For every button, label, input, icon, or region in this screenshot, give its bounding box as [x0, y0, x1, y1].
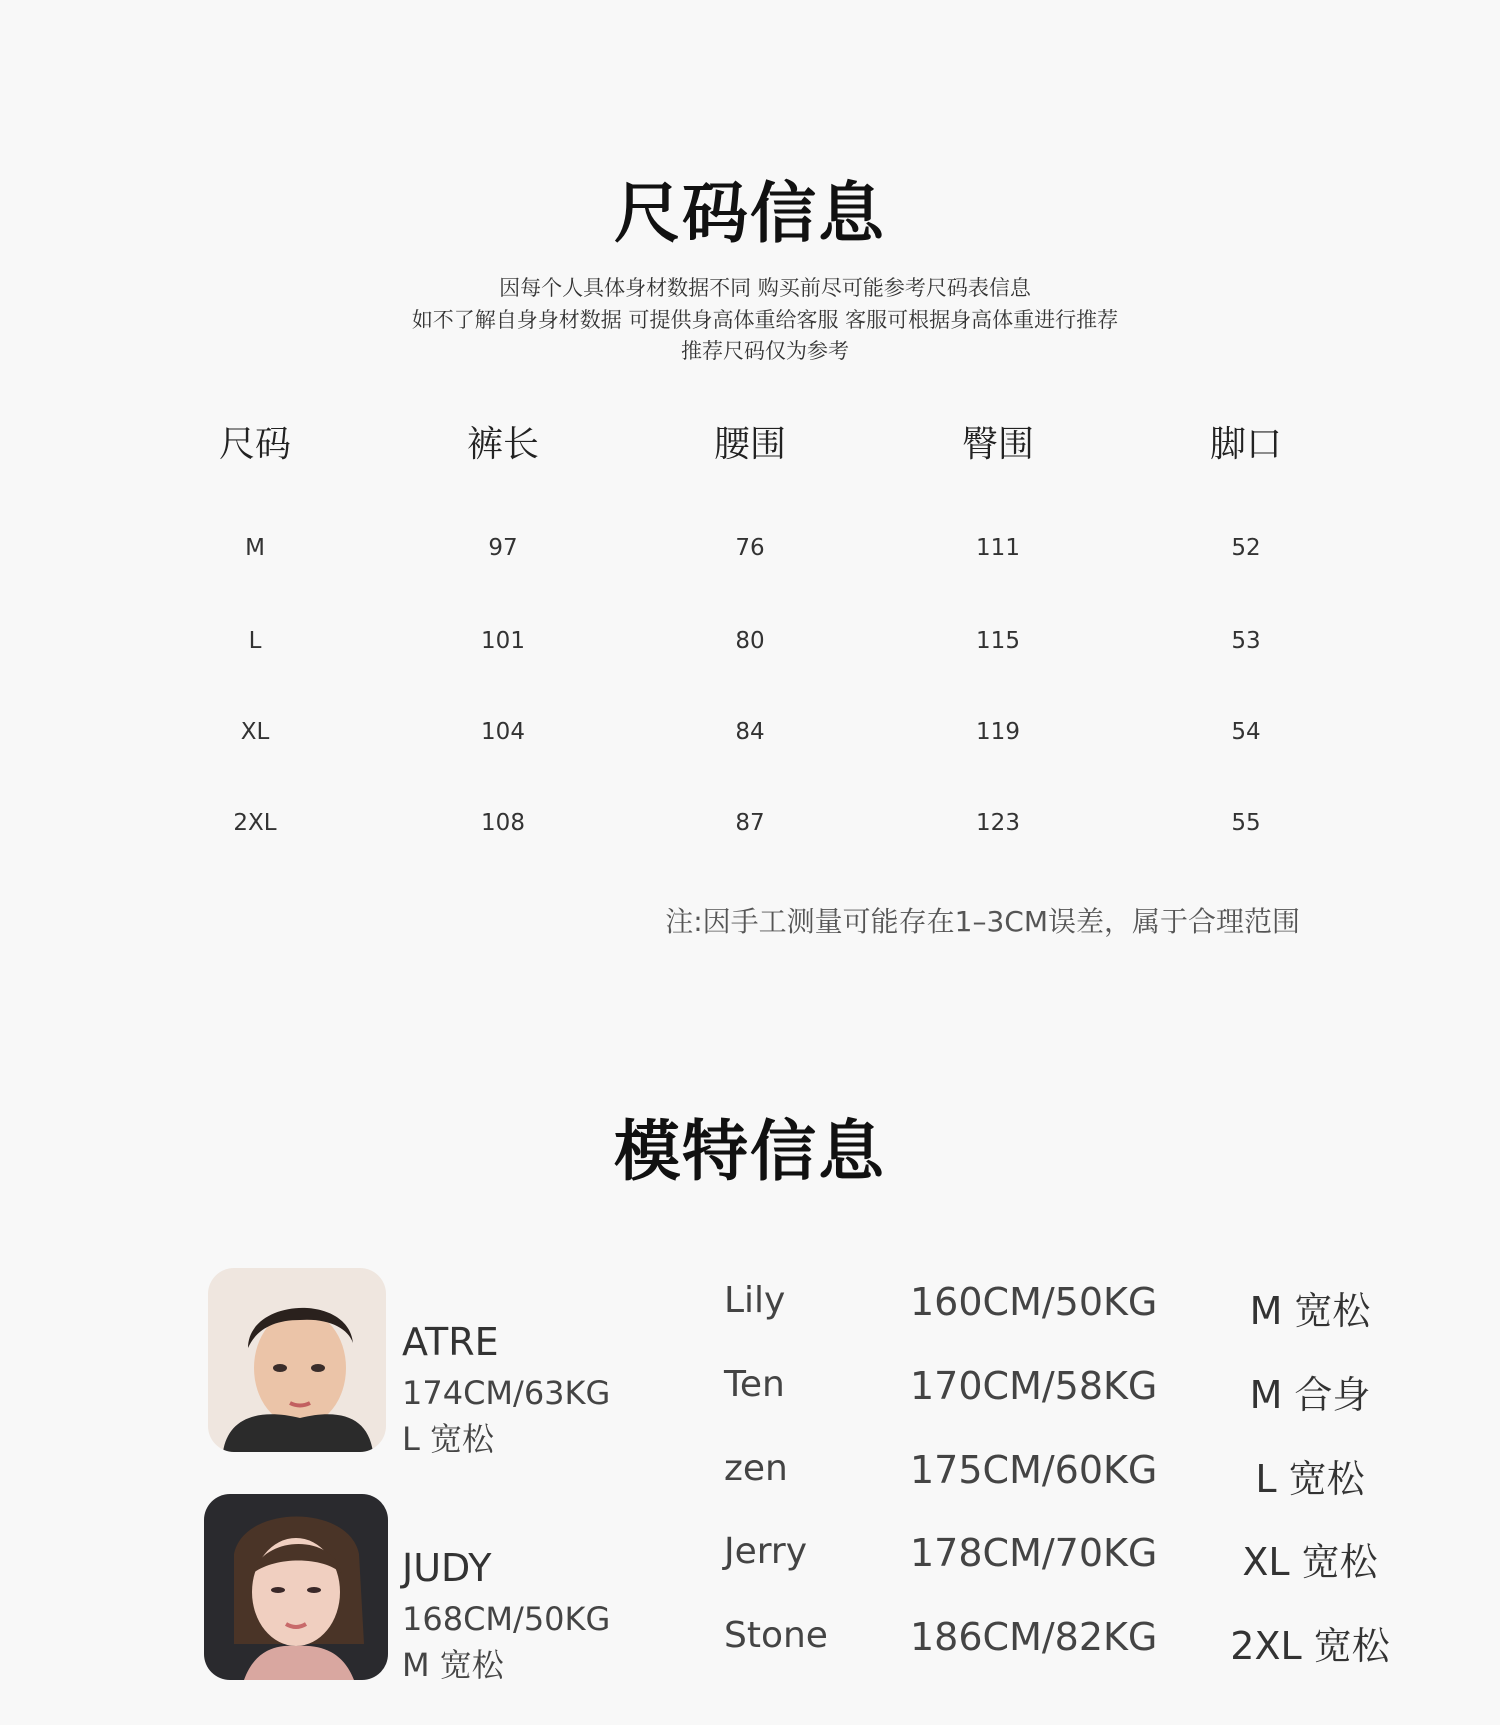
model-list-name: Jerry [724, 1531, 808, 1572]
table-cell: 76 [735, 535, 765, 561]
model-info-title: 模特信息 [614, 1113, 886, 1190]
model-list-fit: M 合身 [1249, 1373, 1371, 1417]
table-cell: XL [240, 719, 270, 745]
model-list-measure: 175CM/60KG [910, 1448, 1158, 1492]
male-model-photo [208, 1268, 386, 1452]
table-cell: 97 [488, 535, 518, 561]
column-header-hem: 脚口 [1209, 424, 1282, 465]
table-cell: 54 [1231, 719, 1261, 745]
table-cell: 101 [481, 628, 525, 654]
model-list-fit: L 宽松 [1255, 1457, 1365, 1501]
size-note-line-2: 如不了解自身身材数据 可提供身高体重给客服 客服可根据身高体重进行推荐 [411, 308, 1119, 332]
column-header-length: 裤长 [466, 424, 539, 465]
featured-model-measure: 168CM/50KG [402, 1600, 611, 1638]
size-note-line-3: 推荐尺码仅为参考 [681, 339, 849, 363]
model-list-name: Stone [724, 1615, 828, 1656]
model-list-measure: 170CM/58KG [910, 1364, 1158, 1408]
featured-model-name: JUDY [402, 1546, 492, 1590]
table-cell: 80 [735, 628, 765, 654]
featured-model-fit: L 宽松 [402, 1420, 495, 1458]
model-list-name: Lily [724, 1280, 786, 1321]
column-header-hip: 臀围 [961, 424, 1034, 465]
table-cell: 2XL [233, 810, 277, 836]
table-cell: 55 [1231, 810, 1261, 836]
table-cell: 53 [1231, 628, 1261, 654]
model-list-name: Ten [724, 1364, 785, 1405]
female-model-photo [204, 1494, 388, 1680]
table-cell: 111 [976, 535, 1020, 561]
model-list-name: zen [724, 1448, 788, 1489]
table-cell: 119 [976, 719, 1020, 745]
model-list-measure: 178CM/70KG [910, 1531, 1158, 1575]
table-cell: L [248, 628, 262, 654]
measurement-note: 注:因手工测量可能存在1–3CM误差，属于合理范围 [665, 905, 1300, 938]
featured-model-fit: M 宽松 [402, 1646, 504, 1684]
featured-model-name: ATRE [402, 1320, 499, 1364]
column-header-waist: 腰围 [713, 424, 786, 465]
table-cell: 108 [481, 810, 525, 836]
featured-model-measure: 174CM/63KG [402, 1374, 611, 1412]
table-cell: 87 [735, 810, 765, 836]
size-info-title: 尺码信息 [614, 175, 886, 252]
table-cell: 123 [976, 810, 1020, 836]
model-list-fit: XL 宽松 [1242, 1540, 1378, 1584]
table-cell: M [245, 535, 265, 561]
model-list-fit: M 宽松 [1249, 1289, 1371, 1333]
table-cell: 52 [1231, 535, 1261, 561]
model-list-fit: 2XL 宽松 [1230, 1624, 1390, 1668]
table-cell: 115 [976, 628, 1020, 654]
column-header-size: 尺码 [218, 424, 291, 465]
table-cell: 84 [735, 719, 765, 745]
model-list-measure: 186CM/82KG [910, 1615, 1158, 1659]
table-cell: 104 [481, 719, 525, 745]
model-list-measure: 160CM/50KG [910, 1280, 1158, 1324]
size-note-line-1: 因每个人具体身材数据不同 购买前尽可能参考尺码表信息 [499, 276, 1031, 300]
